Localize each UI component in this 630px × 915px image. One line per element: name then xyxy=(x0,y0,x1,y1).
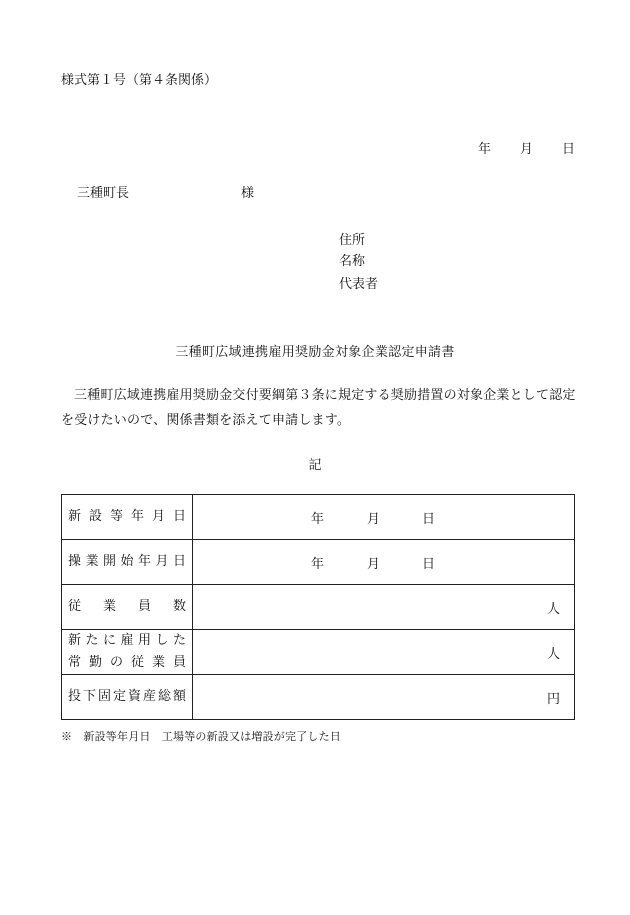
row-label-text: 新設等年月日 xyxy=(68,509,186,524)
year-label: 年 xyxy=(311,512,325,527)
footnote: ※ 新設等年月日 工場等の新設又は増設が完了した日 xyxy=(61,730,341,743)
row-value[interactable] xyxy=(193,540,575,585)
application-body-text: 三種町広域連携雇用奨励金交付要綱第３条に規定する奨励措置の対象企業として認定を受けたいので、関係書類を添えて申請します。 xyxy=(61,388,576,428)
row-label xyxy=(62,495,193,540)
row-label xyxy=(62,585,193,630)
row-label-text-line2: 常勤の従業員 xyxy=(68,655,186,670)
date-year-label: 年 xyxy=(478,142,492,157)
row-label-text: 従業員数 xyxy=(68,599,186,614)
applicant-name-label: 名称 xyxy=(339,254,366,269)
application-table xyxy=(61,494,575,720)
row-value[interactable] xyxy=(193,585,575,630)
row-label-text-line1: 新たに雇用した xyxy=(68,633,186,648)
row-value[interactable] xyxy=(193,630,575,675)
month-label: 月 xyxy=(367,557,381,572)
form-number: 様式第１号（第４条関係） xyxy=(61,73,218,88)
date-month-label: 月 xyxy=(520,142,534,157)
table-row-new-fulltime-employees xyxy=(62,630,575,675)
addressee-honorific: 様 xyxy=(241,186,255,201)
row-label xyxy=(62,540,193,585)
year-label: 年 xyxy=(311,557,325,572)
addressee-name: 三種町長 xyxy=(77,186,130,201)
row-label xyxy=(62,630,193,675)
day-label: 日 xyxy=(422,557,436,572)
row-label xyxy=(62,675,193,720)
row-label-text: 操業開始年月日 xyxy=(68,554,186,569)
applicant-representative-label: 代表者 xyxy=(339,277,379,292)
unit-label: 人 xyxy=(546,601,560,617)
applicant-address-label: 住所 xyxy=(339,233,366,248)
day-label: 日 xyxy=(422,512,436,527)
unit-label: 人 xyxy=(546,646,560,662)
table-row-employee-count xyxy=(62,585,575,630)
table-row-operation-start-date xyxy=(62,540,575,585)
row-value[interactable] xyxy=(193,675,575,720)
month-label: 月 xyxy=(367,512,381,527)
row-label-text: 投下固定資産総額 xyxy=(68,689,186,704)
note-heading: 記 xyxy=(308,458,322,473)
row-value[interactable] xyxy=(193,495,575,540)
date-day-label: 日 xyxy=(562,142,576,157)
table-row-establishment-date xyxy=(62,495,575,540)
document-title: 三種町広域連携雇用奨励金対象企業認定申請書 xyxy=(175,345,455,360)
unit-label: 円 xyxy=(546,691,560,707)
table-row-fixed-asset-investment xyxy=(62,675,575,720)
